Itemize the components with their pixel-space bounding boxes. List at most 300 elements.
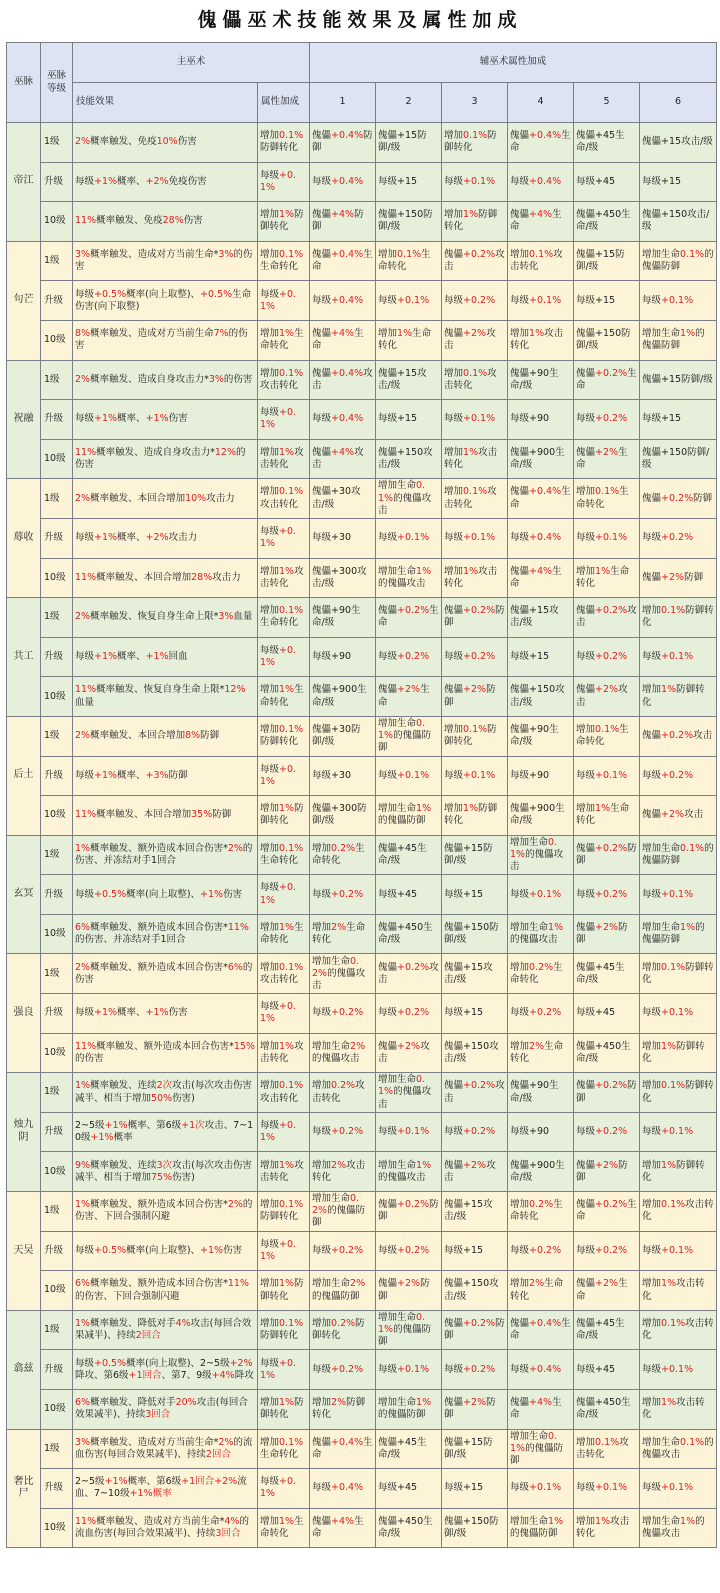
highlight-value: 0.1%	[595, 486, 620, 498]
table-row	[7, 1508, 717, 1548]
highlight-value: 0.1%	[378, 1311, 426, 1336]
attr-cell: 增加0.1%防御转化	[258, 123, 310, 163]
highlight-value: +2%	[595, 1278, 619, 1290]
highlight-value: +0.1%	[260, 1476, 297, 1500]
highlight-value: 11%	[75, 446, 97, 458]
highlight-value: 1%	[279, 803, 295, 815]
highlight-value: +2%	[397, 1040, 421, 1052]
effect-cell: 每级+1%概率、+2%免疫伤害	[73, 162, 258, 202]
highlight-value: 2%	[75, 373, 91, 385]
level-cell: 10级	[41, 558, 73, 598]
attr-cell: 增加0.1%防御转化	[258, 1310, 310, 1350]
highlight-value: +0.1%	[260, 1238, 297, 1262]
highlight-value: 0.1%	[279, 1436, 304, 1448]
aux-cell: 增加1%攻击转化	[442, 558, 508, 598]
highlight-value: +0.5%	[200, 288, 233, 300]
highlight-value: 0.1%	[279, 842, 304, 854]
highlight-value: +0.2%	[397, 650, 430, 662]
aux-cell: 傀儡+0.2%攻击	[574, 598, 640, 638]
aux-cell: 每级+0.4%	[310, 281, 376, 321]
table-row	[7, 479, 717, 519]
aux-cell: 增加1%攻击转化	[640, 1271, 717, 1311]
level-header: 巫脉等级	[41, 43, 73, 123]
effect-cell: 11%概率触发、免疫28%伤害	[73, 202, 258, 242]
highlight-value: 0.1%	[279, 367, 304, 379]
highlight-value: 10%	[185, 492, 207, 504]
aux-cell: 每级+0.4%	[508, 1350, 574, 1390]
highlight-value: 1%	[595, 1515, 611, 1527]
highlight-value: +1%	[145, 650, 169, 662]
highlight-value: 1%	[279, 565, 295, 577]
highlight-value: +0.2%	[529, 1244, 562, 1256]
aux-cell: 傀儡+0.2%防御	[442, 598, 508, 638]
effect-cell: 每级+1%概率、+2%攻击力	[73, 518, 258, 558]
highlight-value: 1%	[463, 565, 479, 577]
aux-cell: 傀儡+150防御/级	[442, 1508, 508, 1548]
highlight-value: +4%	[331, 446, 355, 458]
aux-cell: 傀儡+900生命/级	[508, 796, 574, 836]
aux-cell: 增加生命0.1%的傀儡攻击	[376, 479, 442, 519]
highlight-value: 1%	[661, 1040, 677, 1052]
highlight-value: 35%	[191, 809, 213, 821]
aux-cell: 每级+15	[640, 400, 717, 440]
aux-cell: 每级+45	[376, 1469, 442, 1509]
highlight-value: +0.2%	[595, 1244, 628, 1256]
highlight-value: +4%	[529, 565, 553, 577]
aux-cell: 傀儡+150攻击/级	[442, 1033, 508, 1073]
level-cell: 升级	[41, 1350, 73, 1390]
highlight-value: 3%	[208, 373, 224, 385]
aux-cell: 傀儡+45生命/级	[574, 1310, 640, 1350]
aux-cell: 每级+0.1%	[640, 875, 717, 915]
effect-cell: 8%概率触发、造成对方当前生命7%的伤害	[73, 320, 258, 360]
aux-cell: 每级+0.1%	[574, 518, 640, 558]
highlight-value: 2%	[75, 961, 91, 973]
aux-cell: 增加0.1%攻击转化	[640, 1192, 717, 1232]
highlight-value: 3%	[75, 1436, 91, 1448]
aux-cell: 傀儡+2%生命	[376, 677, 442, 717]
attr-cell: 增加0.1%攻击转化	[258, 360, 310, 400]
aux-cell: 每级+0.1%	[376, 756, 442, 796]
highlight-value: +4%	[331, 1515, 355, 1527]
highlight-value: 11%	[227, 922, 249, 934]
aux-cell: 每级+90	[310, 637, 376, 677]
table-row	[7, 558, 717, 598]
aux-cell: 傀儡+2%攻击	[442, 320, 508, 360]
highlight-value: 2%	[529, 1278, 545, 1290]
highlight-value: +0.1%	[595, 532, 628, 544]
table-row	[7, 360, 717, 400]
highlight-value: 0.1%	[397, 248, 422, 260]
highlight-value: 1%	[548, 1515, 564, 1527]
level-cell: 10级	[41, 1271, 73, 1311]
attr-cell: 增加0.1%攻击转化	[258, 954, 310, 994]
highlight-value: +0.1%	[397, 1363, 430, 1375]
highlight-value: 0.2%	[312, 1193, 360, 1217]
aux-cell: 傀儡+2%生命	[574, 439, 640, 479]
attr-cell: 增加0.1%生命转化	[258, 1429, 310, 1469]
aux-cell: 傀儡+900生命/级	[508, 439, 574, 479]
highlight-value: +0.1%	[260, 1001, 297, 1025]
aux-cell: 每级+90	[508, 756, 574, 796]
highlight-value: +1%	[145, 413, 169, 425]
highlight-value: +0.2%	[331, 1007, 364, 1019]
attr-cell: 增加1%防御转化	[258, 796, 310, 836]
attr-cell: 每级+0.1%	[258, 162, 310, 202]
highlight-value: +0.1%	[661, 1482, 694, 1494]
highlight-value: 0.1%	[680, 1436, 705, 1448]
highlight-value: +0.1%	[529, 294, 562, 306]
aux-cell: 增加1%防御转化	[640, 677, 717, 717]
aux-cell: 傀儡+450生命/级	[376, 914, 442, 954]
aux-cell: 每级+0.2%	[310, 1231, 376, 1271]
aux-cell: 傀儡+45生命/级	[376, 1429, 442, 1469]
highlight-value: +1%	[94, 413, 118, 425]
highlight-value: +1%	[90, 1132, 114, 1144]
highlight-value: +0.5%	[94, 888, 127, 900]
highlight-value: 1%	[279, 1397, 295, 1409]
highlight-value: 1%	[680, 922, 696, 934]
highlight-value: 4%	[224, 1515, 240, 1527]
aux-skill-header: 辅巫术属性加成	[310, 43, 717, 83]
aux-cell: 每级+0.1%	[640, 1350, 717, 1390]
highlight-value: 1%	[75, 1199, 91, 1211]
aux-cell: 增加1%攻击转化	[508, 320, 574, 360]
highlight-value: 0.2%	[312, 955, 360, 979]
school-header: 巫脉	[7, 43, 41, 123]
highlight-value: +0.1%	[463, 769, 496, 781]
aux-cell: 傀儡+15防御/级	[442, 835, 508, 875]
aux-cell: 傀儡+0.4%生命	[508, 123, 574, 163]
aux-cell: 傀儡+150防御/级	[574, 320, 640, 360]
highlight-value: 1%	[279, 922, 295, 934]
aux-cell: 傀儡+0.2%防御	[574, 1073, 640, 1113]
highlight-value: 11%	[75, 1515, 97, 1527]
aux-cell: 增加0.1%防御转化	[442, 123, 508, 163]
highlight-value: 1%	[680, 328, 696, 340]
aux-cell: 傀儡+90生命/级	[508, 716, 574, 756]
aux-cell: 每级+0.4%	[508, 518, 574, 558]
attr-cell: 增加1%生命转化	[258, 677, 310, 717]
highlight-value: +0.2%	[331, 1244, 364, 1256]
aux-cell: 增加生命0.1%的傀儡攻击	[640, 1429, 717, 1469]
aux-cell: 傀儡+0.2%生命	[574, 1192, 640, 1232]
level-cell: 升级	[41, 637, 73, 677]
aux-cell: 增加0.1%攻击转化	[640, 1310, 717, 1350]
highlight-value: +4%	[331, 328, 355, 340]
table-row	[7, 202, 717, 242]
highlight-value: 1%	[279, 1040, 295, 1052]
table-row	[7, 281, 717, 321]
highlight-value: 2%	[218, 1436, 234, 1448]
attr-cell: 增加0.1%生命转化	[258, 835, 310, 875]
aux-cell: 增加0.1%生命转化	[574, 479, 640, 519]
aux-cell: 每级+45	[376, 875, 442, 915]
aux-cell: 每级+0.4%	[310, 1469, 376, 1509]
aux-cell: 增加0.1%防御转化	[442, 716, 508, 756]
aux-cell: 增加生命0.1%的傀儡防御	[640, 835, 717, 875]
table-row	[7, 123, 717, 163]
level-cell: 10级	[41, 914, 73, 954]
highlight-value: +0.2%	[595, 1126, 628, 1138]
aux-col-header: 2	[376, 83, 442, 123]
highlight-value: 12%	[214, 446, 237, 458]
aux-cell: 增加生命2%的傀儡防御	[310, 1271, 376, 1311]
highlight-value: +0.1%	[260, 1119, 297, 1144]
effect-cell: 每级+1%概率、+1%伤害	[73, 994, 258, 1034]
aux-cell: 傀儡+450生命/级	[376, 1508, 442, 1548]
aux-col-header: 4	[508, 83, 574, 123]
highlight-value: 10%	[156, 136, 178, 148]
highlight-value: 2%	[227, 1199, 243, 1211]
aux-cell: 傀儡+0.2%生命	[574, 360, 640, 400]
highlight-value: 1%	[279, 684, 295, 696]
highlight-value: 28%	[162, 215, 184, 227]
aux-cell: 增加生命0.2%的傀儡攻击	[310, 954, 376, 994]
highlight-value: +1回合	[128, 1369, 162, 1381]
aux-cell: 增加1%攻击转化	[574, 1508, 640, 1548]
aux-cell: 傀儡+4%生命	[310, 1508, 376, 1548]
highlight-value: 1%	[595, 565, 611, 577]
aux-cell: 增加生命0.1%的傀儡攻击	[376, 1073, 442, 1113]
aux-cell: 每级+0.2%	[442, 281, 508, 321]
aux-cell: 傀儡+0.2%攻击	[376, 954, 442, 994]
effect-cell: 每级+0.5%概率(向上取整)、2~5级+2%降攻、第6级+1回合、第7、9级+4%降攻	[73, 1350, 258, 1390]
highlight-value: 11%	[75, 1040, 97, 1052]
attr-cell: 增加1%生命转化	[258, 320, 310, 360]
level-cell: 1级	[41, 479, 73, 519]
highlight-value: 1%	[463, 803, 479, 815]
aux-cell: 每级+30	[310, 756, 376, 796]
aux-cell: 增加生命1%的傀儡防御	[376, 796, 442, 836]
attr-cell: 增加0.1%防御转化	[258, 1192, 310, 1232]
highlight-value: +0.4%	[331, 413, 364, 425]
highlight-value: 1%	[397, 328, 413, 340]
level-cell: 10级	[41, 1033, 73, 1073]
table-row	[7, 241, 717, 281]
aux-cell: 增加1%生命转化	[574, 558, 640, 598]
aux-cell: 傀儡+30防御/级	[310, 716, 376, 756]
highlight-value: +0.2%	[397, 1199, 430, 1211]
aux-cell: 增加0.1%防御转化	[640, 1073, 717, 1113]
highlight-value: 2回合	[205, 1448, 231, 1460]
aux-cell: 每级+0.1%	[508, 1469, 574, 1509]
aux-cell: 每级+0.2%	[310, 1112, 376, 1152]
level-cell: 1级	[41, 598, 73, 638]
aux-cell: 傀儡+15攻击/级	[442, 1192, 508, 1232]
table-row	[7, 1192, 717, 1232]
highlight-value: +1%	[145, 1007, 169, 1019]
school-name: 烛九阴	[7, 1073, 41, 1192]
highlight-value: +1%	[94, 1007, 118, 1019]
aux-cell: 增加2%生命转化	[508, 1033, 574, 1073]
highlight-value: 0.2%	[331, 1080, 356, 1092]
highlight-value: +1%	[200, 888, 224, 900]
highlight-value: 11%	[75, 684, 97, 696]
attr-cell: 每级+0.1%	[258, 1112, 310, 1152]
table-row	[7, 677, 717, 717]
level-cell: 升级	[41, 162, 73, 202]
highlight-value: +0.4%	[529, 130, 562, 142]
aux-cell: 增加0.2%防御转化	[310, 1310, 376, 1350]
effect-cell: 11%概率触发、造成对方当前生命*4%的流血伤害(每回合效果减半)、持续3回合	[73, 1508, 258, 1548]
highlight-value: +0.1%	[260, 407, 297, 431]
highlight-value: 0.1%	[279, 1080, 304, 1092]
level-cell: 升级	[41, 281, 73, 321]
effect-cell: 每级+0.5%概率(向上取整)、+1%伤害	[73, 1231, 258, 1271]
attr-cell: 每级+0.1%	[258, 400, 310, 440]
attr-cell: 增加1%攻击转化	[258, 1152, 310, 1192]
aux-cell: 傀儡+30攻击/级	[310, 479, 376, 519]
aux-cell: 傀儡+15攻击/级	[640, 123, 717, 163]
effect-cell: 2%概率触发、本回合增加10%攻击力	[73, 479, 258, 519]
effect-cell: 1%概率触发、额外造成本回合伤害*2%的伤害、并冻结对手1回合	[73, 835, 258, 875]
highlight-value: +0.2%	[661, 769, 694, 781]
aux-cell: 傀儡+45生命/级	[376, 835, 442, 875]
highlight-value: +0.2%	[331, 888, 364, 900]
highlight-value: +0.1%	[397, 1126, 430, 1138]
page-title: 傀儡巫术技能效果及属性加成	[197, 9, 523, 31]
aux-cell: 每级+15	[442, 875, 508, 915]
highlight-value: +0.4%	[529, 1317, 562, 1329]
highlight-value: 2%	[331, 1397, 347, 1409]
attr-cell: 增加0.1%攻击转化	[258, 479, 310, 519]
effect-cell: 每级+1%概率、+1%伤害	[73, 400, 258, 440]
level-cell: 10级	[41, 439, 73, 479]
attr-cell: 每级+0.1%	[258, 518, 310, 558]
highlight-value: +1%	[94, 532, 118, 544]
aux-cell: 增加生命0.1%的傀儡防御	[640, 241, 717, 281]
table-row	[7, 1231, 717, 1271]
table-row	[7, 518, 717, 558]
highlight-value: 1%	[463, 446, 479, 458]
highlight-value: +3%	[145, 769, 169, 781]
aux-cell: 傀儡+15攻击/级	[376, 360, 442, 400]
aux-cell: 增加0.1%攻击转化	[574, 1429, 640, 1469]
aux-cell: 增加生命1%的傀儡防御	[508, 1508, 574, 1548]
aux-cell: 傀儡+150攻击/级	[442, 1271, 508, 1311]
aux-cell: 傀儡+2%防御	[376, 1271, 442, 1311]
aux-cell: 每级+0.2%	[376, 1231, 442, 1271]
attr-cell: 增加1%生命转化	[258, 914, 310, 954]
highlight-value: +0.2%	[463, 1317, 496, 1329]
aux-cell: 每级+0.1%	[376, 1350, 442, 1390]
highlight-value: 2回合	[135, 1330, 161, 1342]
attr-cell: 每级+0.1%	[258, 1469, 310, 1509]
table-row	[7, 1033, 717, 1073]
level-cell: 1级	[41, 123, 73, 163]
aux-cell: 每级+0.1%	[574, 1469, 640, 1509]
aux-cell: 增加生命0.1%的傀儡防御	[376, 1310, 442, 1350]
attr-cell: 增加0.1%防御转化	[258, 716, 310, 756]
effect-cell: 6%概率触发、额外造成本回合伤害*11%的伤害、下回合强制闪避	[73, 1271, 258, 1311]
effect-cell: 2%概率触发、本回合增加8%防御	[73, 716, 258, 756]
level-cell: 1级	[41, 835, 73, 875]
school-name: 奢比尸	[7, 1429, 41, 1548]
highlight-value: +4%	[529, 209, 553, 221]
table-row	[7, 1073, 717, 1113]
highlight-value: +0.1%	[595, 769, 628, 781]
highlight-value: 1%	[661, 1397, 677, 1409]
aux-cell: 傀儡+90生命/级	[310, 598, 376, 638]
highlight-value: 4%	[175, 1317, 191, 1329]
table-row	[7, 1271, 717, 1311]
highlight-value: +0.1%	[260, 763, 297, 787]
highlight-value: +0.2%	[595, 888, 628, 900]
highlight-value: 0.1%	[661, 1317, 686, 1329]
highlight-value: 3回合	[215, 1528, 241, 1540]
aux-cell: 傀儡+0.2%防御	[640, 479, 717, 519]
highlight-value: +2%	[229, 1357, 253, 1369]
aux-cell: 每级+0.1%	[376, 518, 442, 558]
table-row	[7, 1469, 717, 1509]
highlight-value: +2%	[595, 922, 619, 934]
aux-cell: 傀儡+15防御/级	[376, 123, 442, 163]
aux-cell: 傀儡+0.4%生命	[508, 1310, 574, 1350]
attr-cell: 增加1%防御转化	[258, 202, 310, 242]
level-cell: 10级	[41, 202, 73, 242]
aux-cell: 傀儡+900生命/级	[310, 677, 376, 717]
highlight-value: 1%	[661, 1278, 677, 1290]
highlight-value: +0.2%	[463, 605, 496, 617]
level-cell: 1级	[41, 716, 73, 756]
highlight-value: +0.2%	[463, 294, 496, 306]
aux-cell: 傀儡+0.2%防御	[442, 1310, 508, 1350]
highlight-value: 1%	[529, 328, 545, 340]
aux-cell: 每级+15	[442, 1231, 508, 1271]
aux-cell: 傀儡+0.2%生命	[376, 598, 442, 638]
table-row	[7, 954, 717, 994]
aux-cell: 傀儡+450生命/级	[574, 1390, 640, 1430]
aux-cell: 每级+0.4%	[310, 162, 376, 202]
table-row	[7, 1310, 717, 1350]
aux-cell: 傀儡+900生命/级	[508, 1152, 574, 1192]
highlight-value: +0.1%	[661, 1363, 694, 1375]
aux-cell: 每级+45	[574, 162, 640, 202]
highlight-value: 6%	[227, 961, 243, 973]
aux-cell: 每级+0.1%	[508, 875, 574, 915]
aux-cell: 傀儡+4%生命	[508, 558, 574, 598]
aux-cell: 每级+0.1%	[640, 281, 717, 321]
highlight-value: 9%	[75, 1159, 91, 1171]
effect-cell: 6%概率触发、降低对手20%攻击(每回合效果减半)、持续3回合	[73, 1390, 258, 1430]
highlight-value: +4%	[529, 1397, 553, 1409]
highlight-value: +0.2%	[397, 1244, 430, 1256]
highlight-value: 3%	[218, 611, 234, 623]
aux-col-header: 3	[442, 83, 508, 123]
aux-cell: 傀儡+150防御/级	[442, 914, 508, 954]
effect-cell: 1%概率触发、额外造成本回合伤害*2%的伤害、下回合强制闪避	[73, 1192, 258, 1232]
highlight-value: +1回合	[181, 1476, 215, 1488]
effect-cell: 2%概率触发、造成自身攻击力*3%的伤害	[73, 360, 258, 400]
highlight-value: +0.2%	[397, 961, 430, 973]
aux-cell: 傀儡+300攻击/级	[310, 558, 376, 598]
level-cell: 1级	[41, 241, 73, 281]
table-row	[7, 1112, 717, 1152]
highlight-value: 1%	[279, 1515, 295, 1527]
aux-cell: 傀儡+15防御/级	[640, 360, 717, 400]
highlight-value: +0.2%	[529, 1007, 562, 1019]
aux-cell: 增加0.2%生命转化	[310, 835, 376, 875]
school-name: 强良	[7, 954, 41, 1073]
highlight-value: 0.1%	[510, 836, 558, 860]
attr-cell: 增加0.1%生命转化	[258, 598, 310, 638]
highlight-value: 0.1%	[378, 717, 426, 742]
aux-cell: 每级+0.1%	[640, 637, 717, 677]
highlight-value: +0.2%	[463, 650, 496, 662]
aux-cell: 增加生命0.2%的傀儡防御	[310, 1192, 376, 1232]
level-cell: 10级	[41, 1508, 73, 1548]
